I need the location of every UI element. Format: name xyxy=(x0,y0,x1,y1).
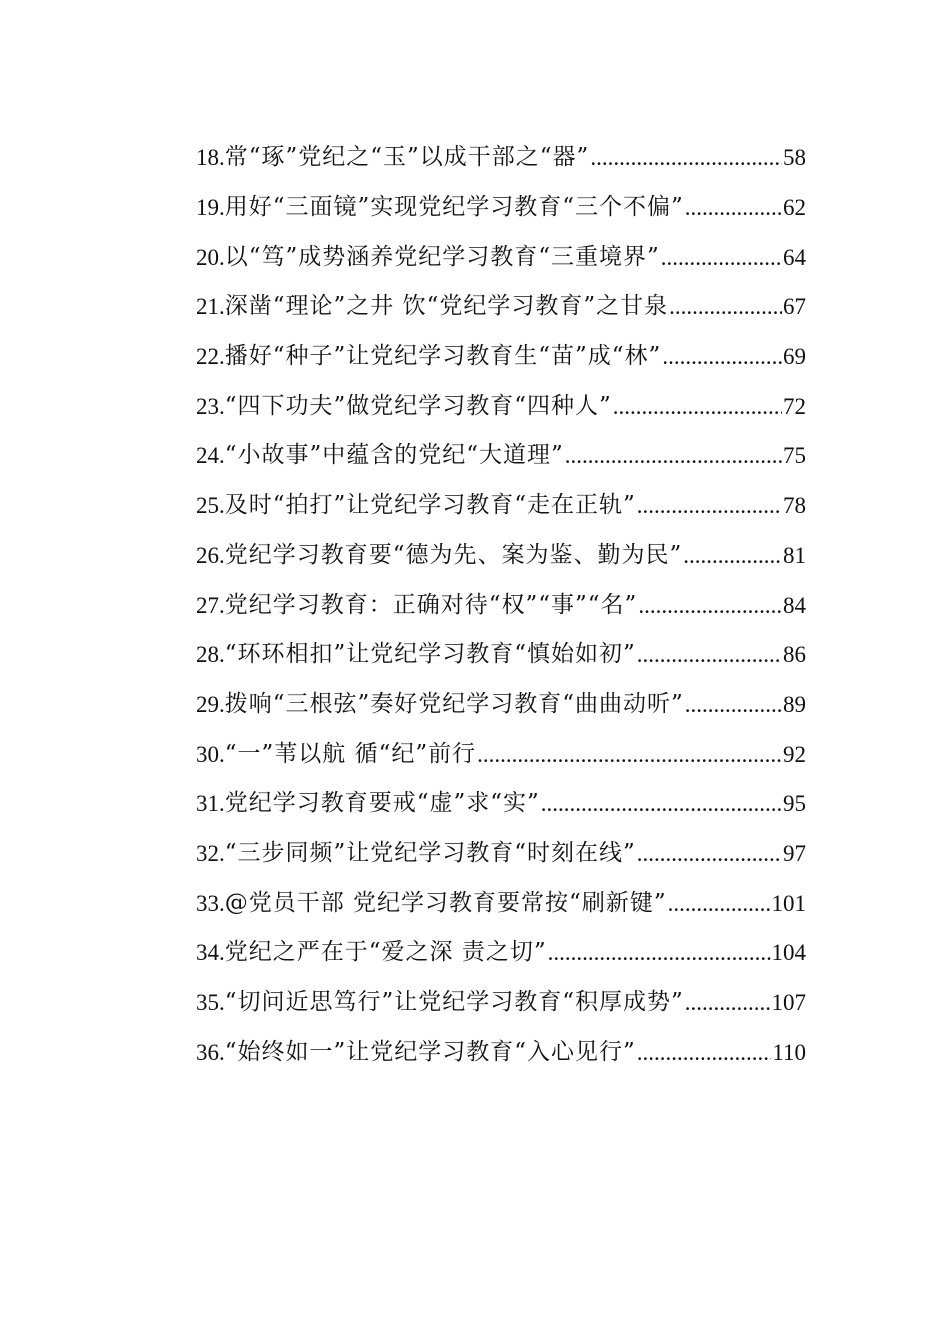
toc-dot-leader xyxy=(637,643,782,666)
toc-entry[interactable] xyxy=(196,531,806,581)
toc-entry-title: “四下功夫”做党纪学习教育“四种人” xyxy=(224,392,612,419)
toc-entry[interactable] xyxy=(196,779,806,829)
toc-dot-leader xyxy=(685,196,782,219)
toc-entry-title: 拨响“三根弦”奏好党纪学习教育“曲曲动听” xyxy=(224,690,684,717)
toc-entry-page: 97 xyxy=(783,840,806,866)
toc-entry-number: 29. xyxy=(196,691,225,717)
toc-entry-title: “三步同频”让党纪学习教育“时刻在线” xyxy=(224,839,636,866)
toc-entry[interactable] xyxy=(196,878,806,928)
toc-entry-title: 党纪学习教育要戒“虚”求“实” xyxy=(224,790,540,817)
toc-entry-number: 25. xyxy=(196,493,225,519)
toc-dot-leader xyxy=(637,494,782,517)
toc-entry[interactable] xyxy=(196,978,806,1028)
toc-entry-title: “环环相扣”让党纪学习教育“慎始如初” xyxy=(224,641,636,668)
toc-dot-leader xyxy=(548,941,771,964)
toc-entry[interactable] xyxy=(196,332,806,382)
toc-entry-title: 播好“种子”让党纪学习教育生“苗”成“林” xyxy=(224,343,662,370)
toc-entry-title: 用好“三面镜”实现党纪学习教育“三个不偏” xyxy=(224,194,684,221)
toc-entry-title: 党纪之严在于“爱之深 责之切” xyxy=(224,939,547,966)
toc-entry-number: 27. xyxy=(196,592,225,618)
toc-entry-number: 35. xyxy=(196,990,225,1016)
toc-dot-leader xyxy=(477,743,782,766)
toc-entry-title: @党员干部 党纪学习教育要常按“刷新键” xyxy=(224,889,667,916)
toc-entry[interactable] xyxy=(196,1027,806,1077)
toc-entry-number: 18. xyxy=(196,145,225,171)
toc-dot-leader xyxy=(668,892,771,915)
toc-entry-page: 89 xyxy=(783,691,806,717)
toc-entry-number: 34. xyxy=(196,940,225,966)
toc-entry-page: 110 xyxy=(772,1039,806,1065)
toc-entry-number: 33. xyxy=(196,890,225,916)
toc-entry-page: 72 xyxy=(783,393,806,419)
toc-entry[interactable] xyxy=(196,630,806,680)
toc-entry-page: 101 xyxy=(771,890,806,916)
toc-entry-page: 104 xyxy=(771,940,806,966)
toc-entry-page: 81 xyxy=(783,542,806,568)
toc-entry-number: 28. xyxy=(196,642,225,668)
toc-entry[interactable] xyxy=(196,183,806,233)
toc-dot-leader xyxy=(662,345,782,368)
toc-entry-page: 86 xyxy=(783,642,806,668)
toc-dot-leader xyxy=(638,594,782,617)
table-of-contents xyxy=(196,133,806,1077)
toc-entry-number: 23. xyxy=(196,393,225,419)
toc-entry-page: 92 xyxy=(783,741,806,767)
toc-entry-number: 21. xyxy=(196,294,225,320)
toc-dot-leader xyxy=(685,693,782,716)
toc-entry-title: 常“琢”党纪之“玉”以成干部之“器” xyxy=(224,144,590,171)
toc-dot-leader xyxy=(565,444,782,467)
toc-entry[interactable] xyxy=(196,431,806,481)
toc-entry-number: 20. xyxy=(196,244,225,270)
toc-entry[interactable] xyxy=(196,133,806,183)
toc-entry-number: 31. xyxy=(196,791,225,817)
toc-entry-number: 36. xyxy=(196,1039,225,1065)
toc-entry-title: 及时“拍打”让党纪学习教育“走在正轨” xyxy=(224,492,636,519)
toc-entry-number: 30. xyxy=(196,741,225,767)
toc-dot-leader xyxy=(683,544,782,567)
toc-entry[interactable] xyxy=(196,481,806,531)
toc-entry-page: 58 xyxy=(783,145,806,171)
toc-entry-title: 党纪学习教育要“德为先、案为鉴、勤为民” xyxy=(224,541,683,568)
toc-entry-page: 67 xyxy=(783,294,806,320)
toc-entry[interactable] xyxy=(196,232,806,282)
toc-dot-leader xyxy=(685,991,771,1014)
toc-dot-leader xyxy=(541,792,782,815)
toc-entry-title: 党纪学习教育：正确对待“权”“事”“名” xyxy=(224,591,638,618)
toc-entry[interactable] xyxy=(196,282,806,332)
toc-dot-leader xyxy=(590,146,782,169)
toc-entry-page: 62 xyxy=(783,195,806,221)
toc-entry-number: 22. xyxy=(196,344,225,370)
toc-dot-leader xyxy=(613,395,782,418)
toc-entry[interactable] xyxy=(196,928,806,978)
toc-entry-number: 26. xyxy=(196,542,225,568)
toc-entry[interactable] xyxy=(196,729,806,779)
toc-entry-page: 107 xyxy=(771,990,806,1016)
toc-entry[interactable] xyxy=(196,680,806,730)
toc-entry-page: 69 xyxy=(783,344,806,370)
toc-entry-title: “一”苇以航 循“纪”前行 xyxy=(224,740,477,767)
toc-entry-page: 75 xyxy=(783,443,806,469)
toc-dot-leader xyxy=(637,842,782,865)
toc-entry-number: 32. xyxy=(196,840,225,866)
toc-dot-leader xyxy=(661,246,782,269)
toc-entry-page: 95 xyxy=(783,791,806,817)
toc-entry-title: “小故事”中蕴含的党纪“大道理” xyxy=(224,442,564,469)
toc-entry-title: 以“笃”成势涵养党纪学习教育“三重境界” xyxy=(224,243,660,270)
toc-entry-page: 64 xyxy=(783,244,806,270)
toc-dot-leader xyxy=(669,295,782,318)
toc-entry[interactable] xyxy=(196,580,806,630)
toc-entry-number: 19. xyxy=(196,195,225,221)
toc-entry-page: 78 xyxy=(783,493,806,519)
toc-dot-leader xyxy=(637,1041,772,1064)
toc-entry-title: 深凿“理论”之井 饮“党纪学习教育”之甘泉 xyxy=(224,293,669,320)
toc-entry-title: “始终如一”让党纪学习教育“入心见行” xyxy=(224,1038,636,1065)
toc-entry-page: 84 xyxy=(783,592,806,618)
toc-entry[interactable] xyxy=(196,829,806,879)
toc-entry-number: 24. xyxy=(196,443,225,469)
toc-entry[interactable] xyxy=(196,381,806,431)
toc-entry-title: “切问近思笃行”让党纪学习教育“积厚成势” xyxy=(224,989,684,1016)
